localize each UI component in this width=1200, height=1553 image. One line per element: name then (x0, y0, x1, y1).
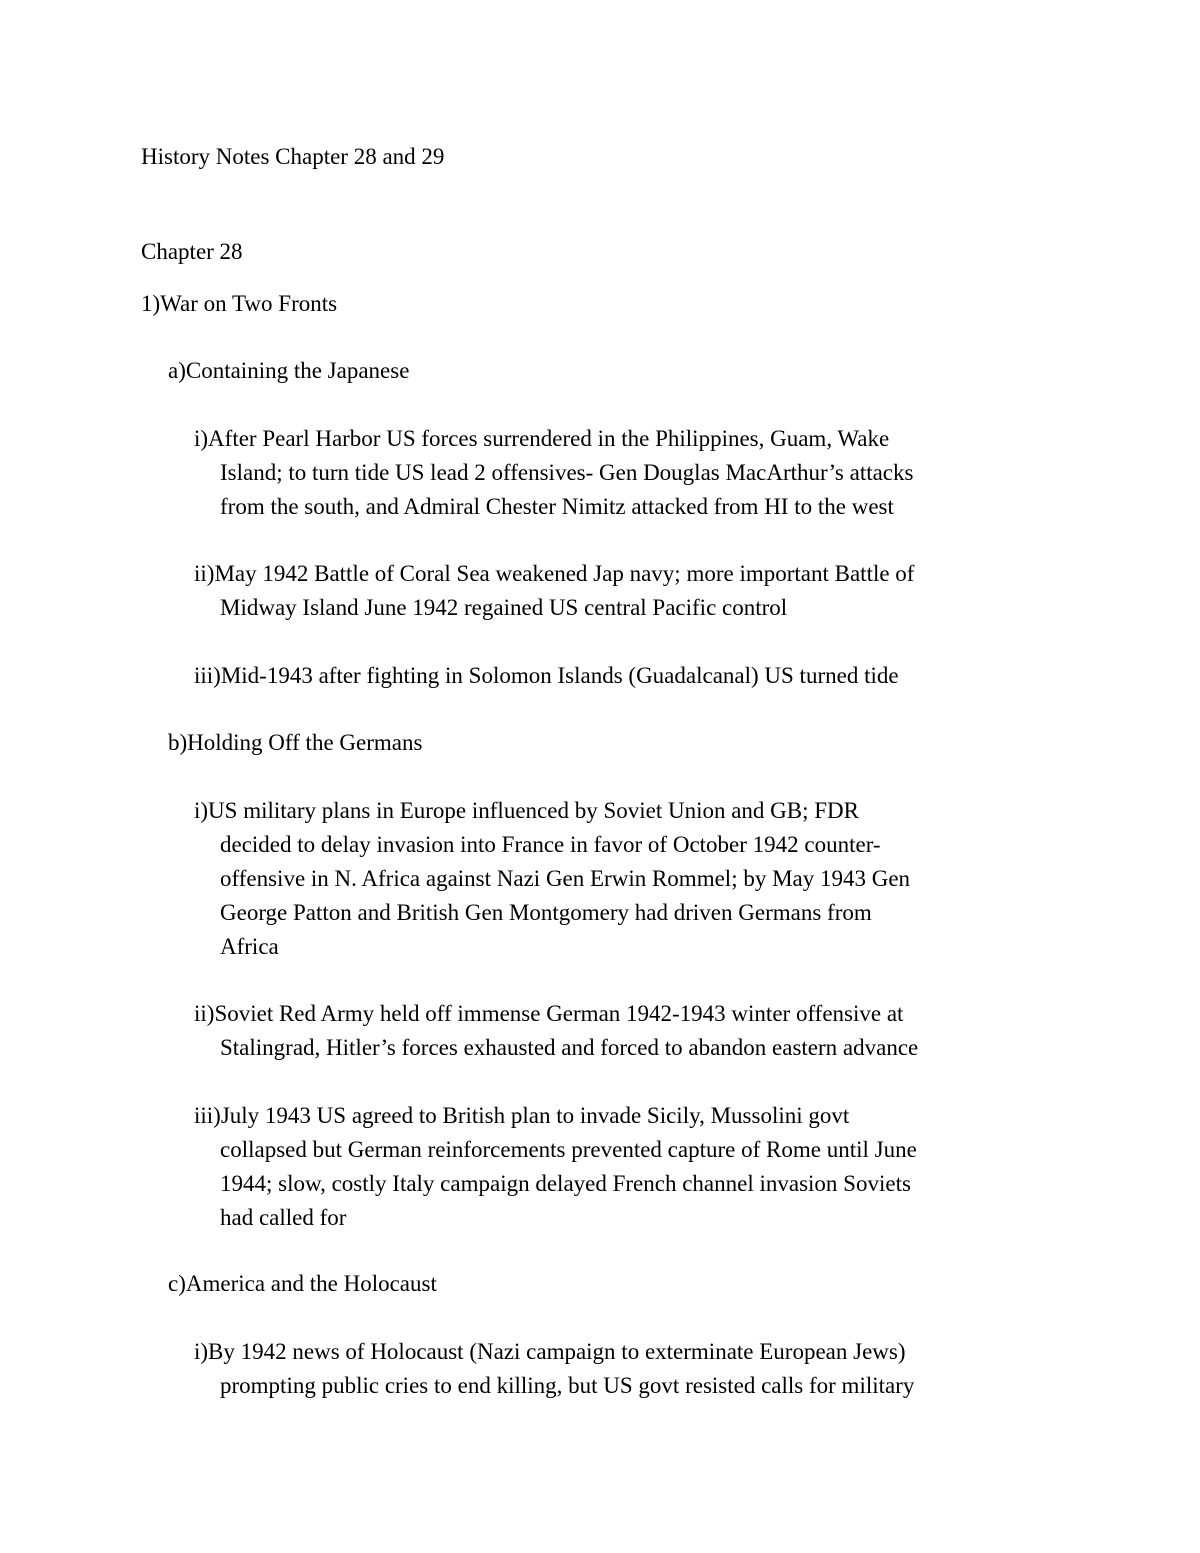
note-item-a-i (194, 422, 1014, 524)
note-line: Stalingrad, Hitler’s forces exhausted and forced to abandon eastern advance (220, 1035, 919, 1060)
subsection-heading-america-holocaust: c)America and the Holocaust (168, 1271, 437, 1296)
note-item-b-i (194, 794, 1014, 964)
subsection-heading-holding-off-germans: b)Holding Off the Germans (168, 730, 423, 755)
note-line: prompting public cries to end killing, but US govt resisted calls for military (220, 1373, 915, 1398)
note-line: i)By 1942 news of Holocaust (Nazi campaign to exterminate European Jews) (194, 1339, 906, 1364)
subsection-heading-containing-japanese: a)Containing the Japanese (168, 358, 410, 383)
note-line: ii)Soviet Red Army held off immense German 1942-1943 winter offensive at (194, 1001, 904, 1026)
note-line: collapsed but German reinforcements prevented capture of Rome until June (220, 1137, 917, 1162)
note-line: iii)Mid-1943 after fighting in Solomon Islands (Guadalcanal) US turned tide (194, 663, 899, 688)
note-item-a-ii (194, 557, 1014, 625)
note-line: George Patton and British Gen Montgomery had driven Germans from (220, 900, 872, 925)
chapter-heading: Chapter 28 (141, 239, 243, 264)
note-line: i)US military plans in Europe influenced by Soviet Union and GB; FDR (194, 798, 860, 823)
note-item-b-ii (194, 997, 1014, 1065)
note-line: Island; to turn tide US lead 2 offensives- Gen Douglas MacArthur’s attacks (220, 460, 914, 485)
document-title: History Notes Chapter 28 and 29 (141, 144, 445, 169)
note-line: ii)May 1942 Battle of Coral Sea weakened Jap navy; more important Battle of (194, 561, 915, 586)
note-line: from the south, and Admiral Chester Nimitz attacked from HI to the west (220, 494, 894, 519)
note-line: Africa (220, 934, 279, 959)
section-heading-war-on-two-fronts: 1)War on Two Fronts (141, 291, 338, 316)
note-line: offensive in N. Africa against Nazi Gen Erwin Rommel; by May 1943 Gen (220, 866, 911, 891)
note-line: iii)July 1943 US agreed to British plan to invade Sicily, Mussolini govt (194, 1103, 850, 1128)
note-line: had called for (220, 1205, 347, 1230)
note-line: i)After Pearl Harbor US forces surrendered in the Philippines, Guam, Wake (194, 426, 890, 451)
note-line: 1944; slow, costly Italy campaign delayed French channel invasion Soviets (220, 1171, 911, 1196)
note-item-b-iii (194, 1099, 1014, 1235)
note-line: decided to delay invasion into France in favor of October 1942 counter- (220, 832, 881, 857)
note-item-c-i (194, 1335, 1014, 1403)
note-item-a-iii (194, 659, 1014, 693)
note-line: Midway Island June 1942 regained US central Pacific control (220, 595, 788, 620)
